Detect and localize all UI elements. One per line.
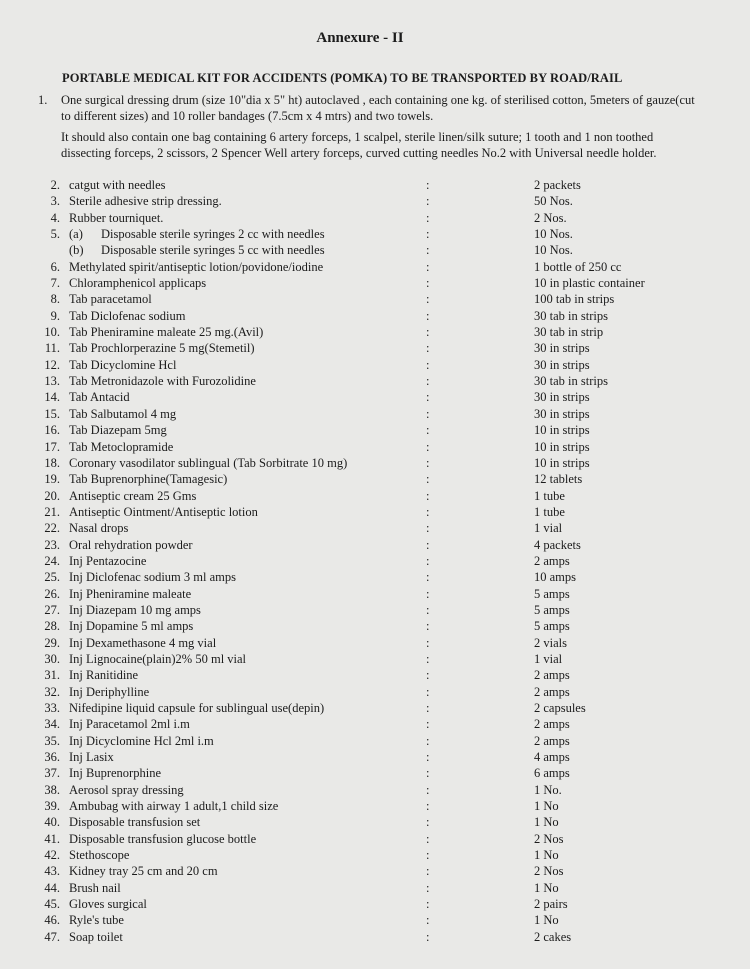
item-number: 46. [44,913,60,928]
item-number: 35. [44,733,60,748]
item-quantity: 1 No [534,815,559,830]
list-item [0,390,750,406]
list-item [0,587,750,603]
item-separator: : [426,390,430,405]
list-item [0,194,750,210]
list-item [0,913,750,929]
item-separator: : [426,325,430,340]
list-item [0,766,750,782]
item-quantity: 10 amps [534,570,577,585]
item-separator: : [426,504,430,519]
list-item [0,636,750,652]
item-separator: : [426,684,430,699]
item-separator: : [426,521,430,536]
item-description: Disposable transfusion glucose bottle [69,831,257,846]
item-separator: : [426,178,430,192]
item-quantity: 30 in strips [534,390,590,405]
item-quantity: 1 No [534,799,559,814]
list-item [0,472,750,488]
item-quantity: 2 pairs [534,897,568,912]
item-quantity: 4 packets [534,537,581,552]
item-description: Disposable transfusion set [69,815,201,830]
item-number: 41. [44,831,60,846]
item-quantity: 4 amps [534,750,570,765]
list-item [0,603,750,619]
item-number: 47. [44,929,60,944]
item-quantity: 10 in plastic container [534,276,645,291]
list-item [0,341,750,357]
item-description: Nifedipine liquid capsule for sublingual use(depin) [69,701,325,715]
item-number: 14. [44,390,60,405]
intro-paragraph-1: One surgical dressing drum (size 10"dia x 5" ht) autoclaved , each containing one kg. of sterilised cotton, 5meters of gauze(cut to different sizes) and 10 roller bandages (7.5cm x 4 mtrs) and two towels. [61,93,695,124]
item-number: 6. [50,259,60,274]
item-quantity: 30 in strips [534,357,590,372]
item-description: Antiseptic cream 25 Gms [69,488,197,503]
item-quantity: 2 packets [534,178,581,192]
item-quantity: 2 amps [534,733,570,748]
item-separator: : [426,880,430,895]
item-description: Tab Salbutamol 4 mg [69,406,177,421]
item-description: Stethoscope [69,848,130,863]
item-description: Inj Deriphylline [69,684,150,699]
item-number: 4. [50,210,60,225]
item-number: 5. [50,227,60,242]
item-separator: : [426,750,430,765]
item-separator: : [426,815,430,830]
item-number: 13. [44,374,60,389]
item-number: 10. [44,325,60,340]
item-quantity: 1 No [534,848,559,863]
item-quantity: 30 tab in strip [534,325,604,340]
list-item [0,178,750,194]
item-description: Tab Pheniramine maleate 25 mg.(Avil) [69,325,264,340]
item-separator: : [426,799,430,814]
list-item [0,815,750,831]
item-description: Inj Ranitidine [69,668,139,683]
item-number: 20. [44,488,60,503]
item-separator: : [426,374,430,389]
item-separator: : [426,602,430,617]
item-number: 43. [44,864,60,879]
item-description: Coronary vasodilator sublingual (Tab Sorbitrate 10 mg) [69,455,348,470]
item-description: Tab Metoclopramide [69,439,174,454]
item-number: 11. [44,341,60,356]
item-separator: : [426,488,430,503]
item-description: Nasal drops [69,521,129,536]
item-description: Inj Diazepam 10 mg amps [69,602,201,617]
list-item [0,652,750,668]
item-description: Disposable sterile syringes 2 cc with needles [101,227,325,242]
item-number: 24. [44,553,60,568]
list-item [0,799,750,815]
item-separator: : [426,733,430,748]
item-separator: : [426,913,430,928]
item-quantity: 2 amps [534,553,570,568]
item-number: 37. [44,766,60,781]
item-number: 12. [44,357,60,372]
item-separator: : [426,848,430,863]
list-item [0,456,750,472]
item-quantity: 1 vial [534,521,563,536]
list-item [0,538,750,554]
item-separator: : [426,194,430,209]
list-item [0,897,750,913]
item-description: Tab Prochlorperazine 5 mg(Stemetil) [69,341,255,356]
item-number: 31. [44,668,60,683]
item-quantity: 1 tube [534,488,565,503]
item-number: 22. [44,521,60,536]
item-quantity: 2 Nos [534,864,564,879]
item-number: 36. [44,750,60,765]
item-number: 18. [44,455,60,470]
item-quantity: 1 vial [534,651,563,666]
item-quantity: 6 amps [534,766,570,781]
item-quantity: 5 amps [534,586,570,601]
item-number: 25. [44,570,60,585]
list-item [0,423,750,439]
list-item [0,832,750,848]
item-description: Inj Diclofenac sodium 3 ml amps [69,570,236,585]
item-description: Inj Paracetamol 2ml i.m [69,717,190,732]
item-description: Methylated spirit/antiseptic lotion/povidone/iodine [69,259,324,274]
item-description: Aerosol spray dressing [69,782,184,797]
intro-item [38,92,698,162]
item-number: 16. [44,423,60,438]
item-quantity: 10 Nos. [534,227,573,242]
item-description: Gloves surgical [69,897,147,912]
item-number: 38. [44,782,60,797]
item-sub-label: (a) [69,227,83,242]
item-separator: : [426,586,430,601]
list-item [0,325,750,341]
kit-item-list [0,178,750,946]
item-number: 34. [44,717,60,732]
list-item [0,848,750,864]
item-description: Inj Dopamine 5 ml amps [69,619,194,634]
item-number: 23. [44,537,60,552]
item-quantity: 5 amps [534,602,570,617]
item-number: 45. [44,897,60,912]
list-item [0,309,750,325]
list-item [0,717,750,733]
item-separator: : [426,782,430,797]
annexure-title: Annexure - II [316,30,404,46]
item-number: 27. [44,602,60,617]
item-description: Ambubag with airway 1 adult,1 child size [69,799,279,814]
list-item [0,701,750,717]
item-separator: : [426,423,430,438]
item-description: Tab paracetamol [69,292,152,307]
item-quantity: 1 No. [534,782,562,797]
item-quantity: 10 Nos. [534,243,573,258]
item-description: Brush nail [69,880,121,895]
item-separator: : [426,717,430,732]
item-quantity: 30 tab in strips [534,308,608,323]
item-quantity: 30 in strips [534,406,590,421]
item-separator: : [426,276,430,291]
item-separator: : [426,455,430,470]
list-item [0,227,750,243]
item-separator: : [426,766,430,781]
item-number: 2. [50,178,60,192]
list-item [0,505,750,521]
document-heading: PORTABLE MEDICAL KIT FOR ACCIDENTS (POMKA) TO BE TRANSPORTED BY ROAD/RAIL [62,71,623,85]
item-description: Kidney tray 25 cm and 20 cm [69,864,218,879]
item-description: Antiseptic Ointment/Antiseptic lotion [69,504,258,519]
list-item [0,734,750,750]
item-description: Inj Pentazocine [69,553,147,568]
list-item [0,211,750,227]
item-separator: : [426,472,430,487]
item-separator: : [426,864,430,879]
list-item [0,358,750,374]
item-quantity: 12 tablets [534,472,583,487]
item-description: Tab Diazepam 5mg [69,423,167,438]
item-separator: : [426,929,430,944]
item-description: Tab Dicyclomine Hcl [69,357,177,372]
list-item [0,374,750,390]
item-number: 40. [44,815,60,830]
item-number: 26. [44,586,60,601]
item-number: 39. [44,799,60,814]
item-quantity: 1 No [534,880,559,895]
item-separator: : [426,668,430,683]
item-description: Inj Buprenorphine [69,766,161,781]
item-description: Chloramphenicol applicaps [69,276,207,291]
item-description: Soap toilet [69,929,123,944]
item-quantity: 100 tab in strips [534,292,615,307]
item-quantity: 10 in strips [534,455,590,470]
item-quantity: 1 bottle of 250 cc [534,259,622,274]
item-quantity: 30 tab in strips [534,374,608,389]
item-number: 8. [50,292,60,307]
list-item [0,750,750,766]
item-number: 32. [44,684,60,699]
item-quantity: 1 tube [534,504,565,519]
item-description: Tab Metronidazole with Furozolidine [69,374,256,389]
item-separator: : [426,570,430,585]
item-description: Inj Lasix [69,750,114,765]
item-separator: : [426,292,430,307]
item-separator: : [426,308,430,323]
item-separator: : [426,619,430,634]
list-item [0,489,750,505]
item-description: catgut with needles [69,178,166,192]
item-separator: : [426,406,430,421]
item-description: Ryle's tube [69,913,124,928]
item-separator: : [426,439,430,454]
list-item [0,407,750,423]
item-separator: : [426,701,430,715]
intro-paragraph-2: It should also contain one bag containing 6 artery forceps, 1 scalpel, sterile linen/silk suture; 1 tooth and 1 non toothed dissecting forceps, 2 scissors, 2 Spencer Well artery forceps, curved cutting needles No.2 with Universal needle holder. [61,129,657,161]
item-description: Rubber tourniquet. [69,210,164,225]
list-item [0,292,750,308]
item-quantity: 5 amps [534,619,570,634]
item-number: 30. [44,651,60,666]
item-separator: : [426,897,430,912]
item-quantity: 10 in strips [534,423,590,438]
item-quantity: 2 amps [534,684,570,699]
item-number: 29. [44,635,60,650]
item-quantity: 2 amps [534,668,570,683]
item-description: Tab Buprenorphine(Tamagesic) [69,472,228,487]
item-quantity: 2 Nos. [534,210,567,225]
item-description: Sterile adhesive strip dressing. [69,194,222,209]
item-separator: : [426,357,430,372]
list-item [0,570,750,586]
list-item [0,260,750,276]
item-description: Inj Dicyclomine Hcl 2ml i.m [69,733,214,748]
list-item [0,440,750,456]
list-item [0,521,750,537]
list-item [0,930,750,946]
item-separator: : [426,341,430,356]
item-description: Inj Dexamethasone 4 mg vial [69,635,217,650]
item-quantity: 2 capsules [534,701,586,715]
list-item [0,864,750,880]
item-number: 7. [50,276,60,291]
item-number: 3. [50,194,60,209]
item-quantity: 2 vials [534,635,567,650]
item-description: Disposable sterile syringes 5 cc with needles [101,243,325,258]
item-quantity: 2 cakes [534,929,572,944]
item-separator: : [426,635,430,650]
item-separator: : [426,553,430,568]
intro-number: 1. [38,93,48,107]
item-number: 44. [44,880,60,895]
item-separator: : [426,831,430,846]
list-item [0,554,750,570]
item-quantity: 50 Nos. [534,194,573,209]
list-item [0,685,750,701]
item-number: 42. [44,848,60,863]
item-separator: : [426,243,430,258]
item-description: Tab Diclofenac sodium [69,308,186,323]
item-number: 28. [44,619,60,634]
item-sub-label: (b) [69,243,84,258]
intro-body [61,92,698,162]
list-item [0,668,750,684]
item-number: 9. [50,308,60,323]
item-separator: : [426,259,430,274]
item-number: 33. [44,701,60,715]
item-number: 17. [44,439,60,454]
item-description: Oral rehydration powder [69,537,193,552]
list-item [0,881,750,897]
item-quantity: 10 in strips [534,439,590,454]
item-quantity: 2 amps [534,717,570,732]
item-separator: : [426,210,430,225]
item-quantity: 2 Nos [534,831,564,846]
list-item [0,243,750,259]
item-number: 15. [44,406,60,421]
item-separator: : [426,537,430,552]
item-quantity: 30 in strips [534,341,590,356]
item-separator: : [426,227,430,242]
item-quantity: 1 No [534,913,559,928]
list-item [0,619,750,635]
list-item [0,276,750,292]
item-description: Inj Lignocaine(plain)2% 50 ml vial [69,651,247,666]
list-item [0,783,750,799]
item-description: Tab Antacid [69,390,130,405]
item-description: Inj Pheniramine maleate [69,586,192,601]
item-separator: : [426,651,430,666]
item-number: 19. [44,472,60,487]
item-number: 21. [44,504,60,519]
